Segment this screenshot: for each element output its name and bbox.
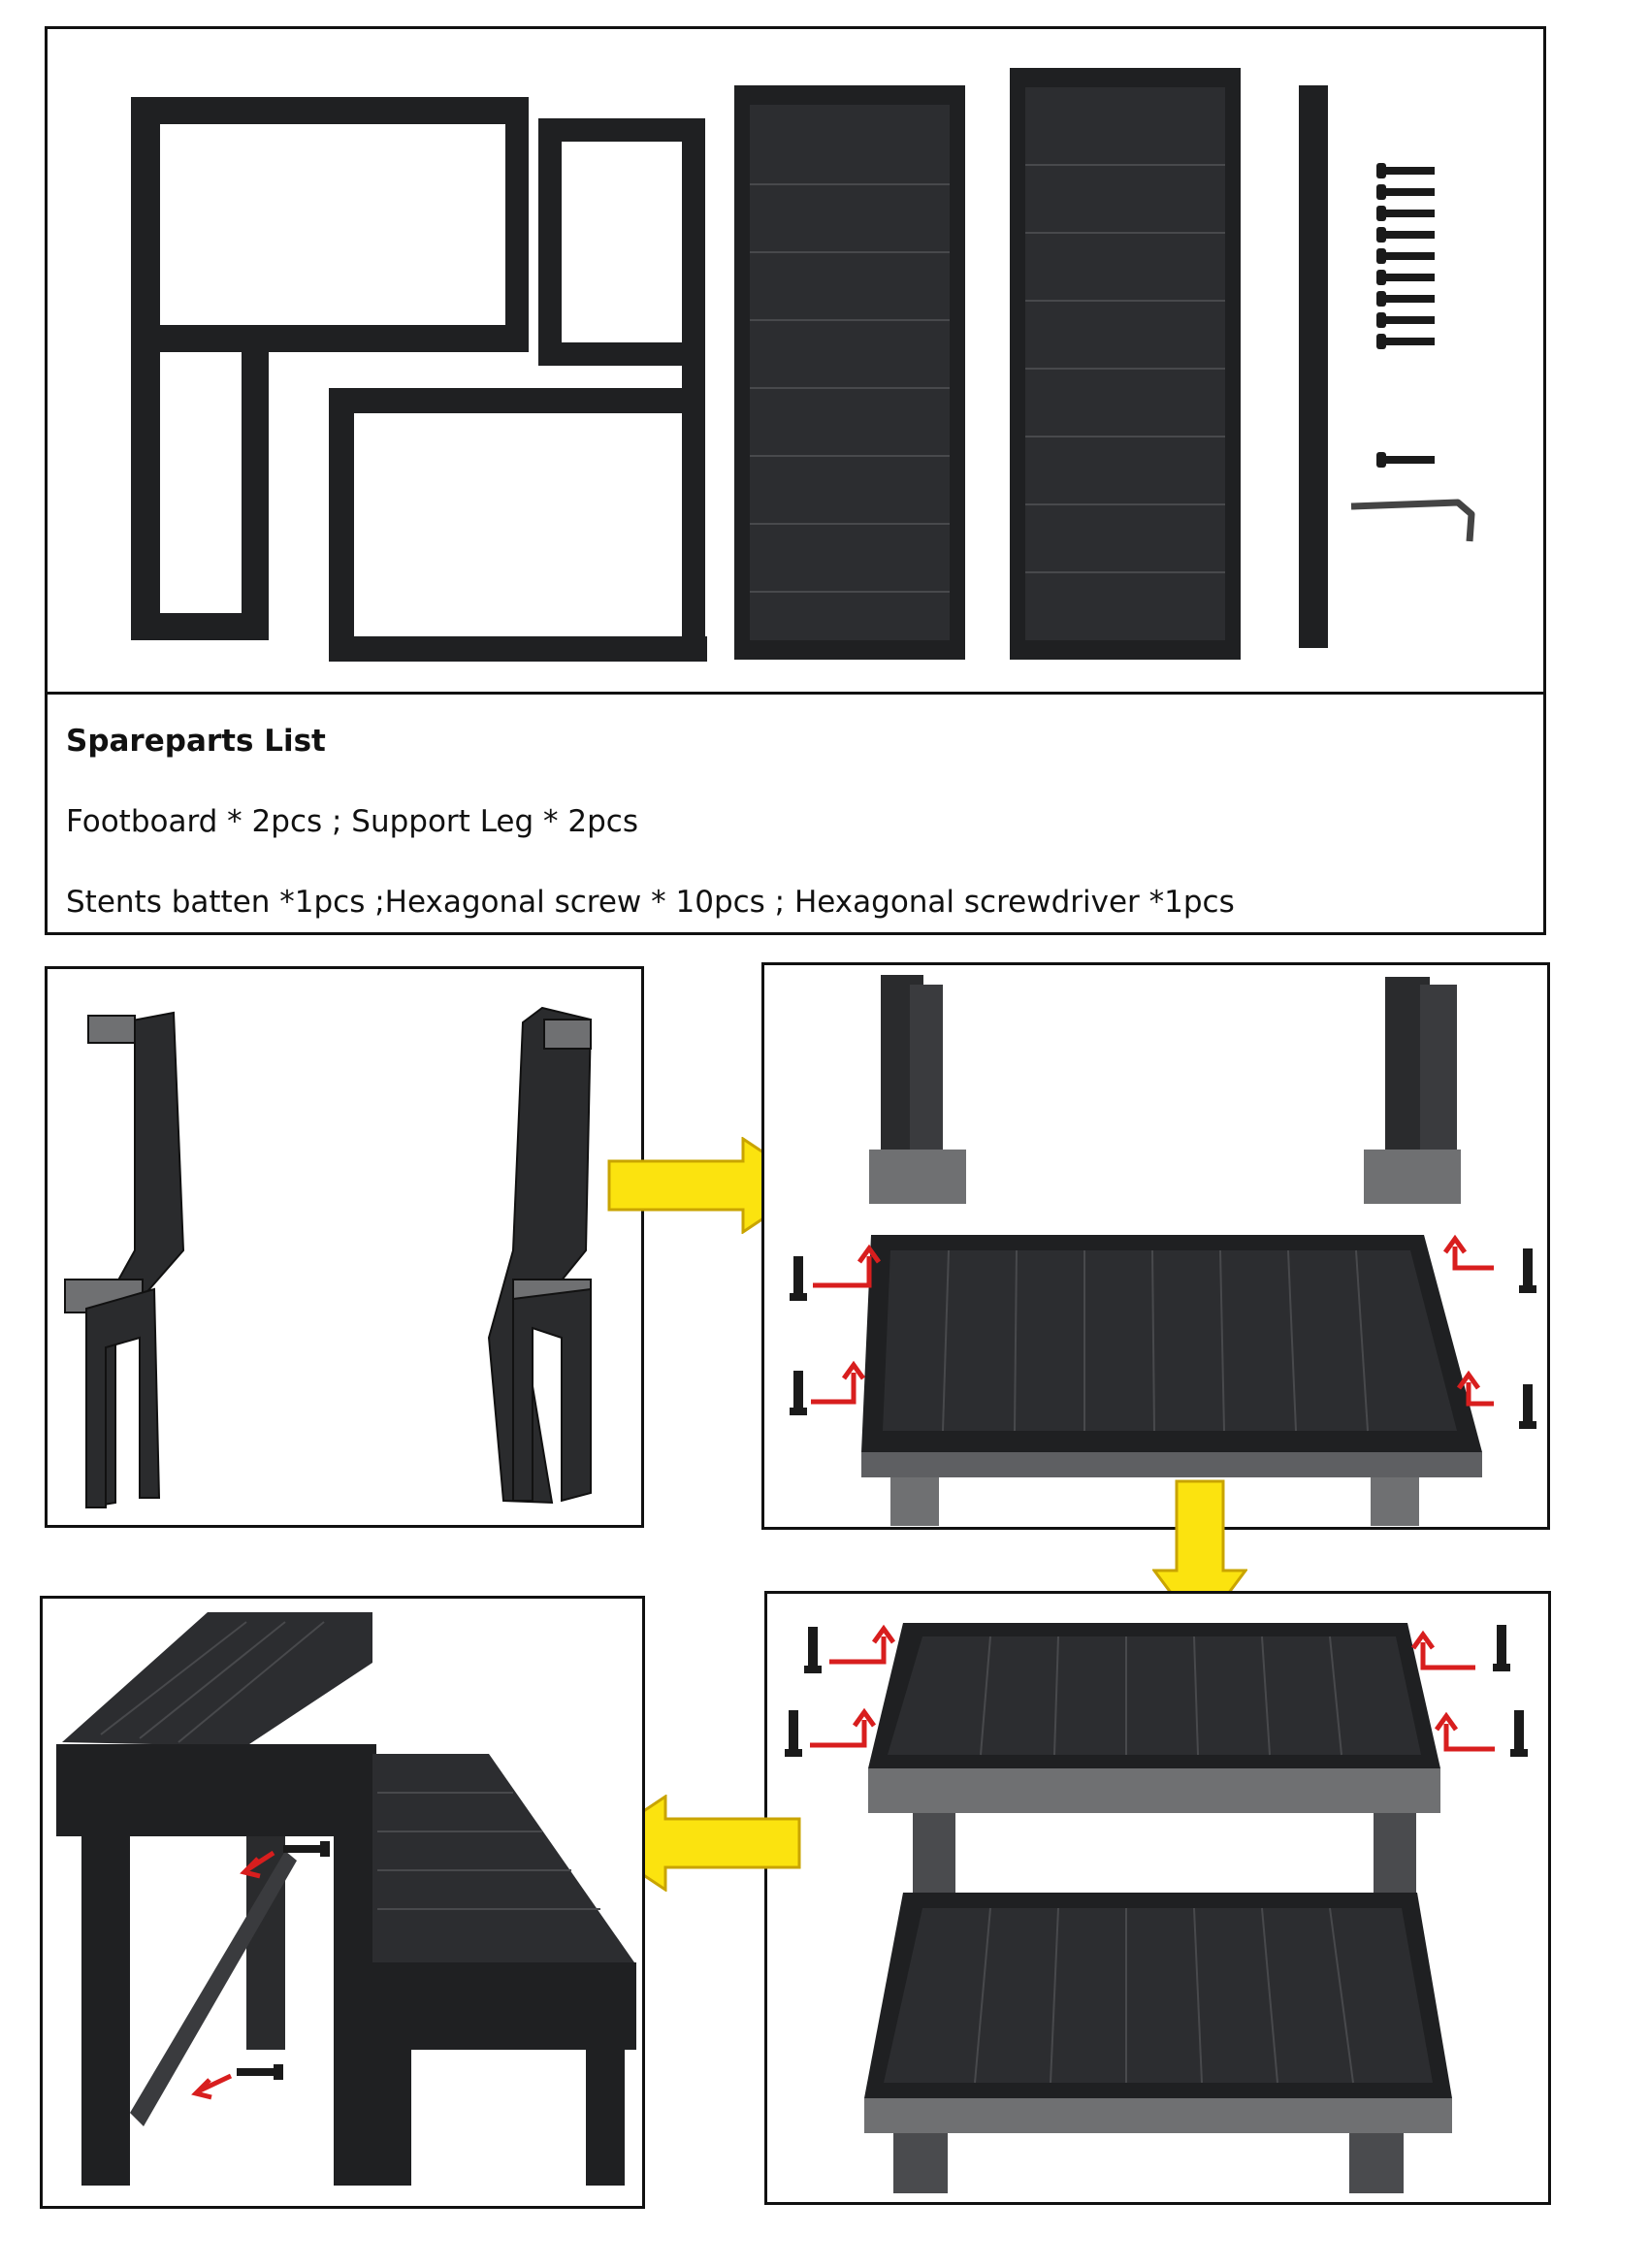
spareparts-line-1: Footboard * 2pcs ; Support Leg * 2pcs: [66, 804, 638, 839]
support-leg-left: [65, 1013, 183, 1507]
spareparts-line-2: Stents batten *1pcs ;Hexagonal screw * 10pcs ; Hexagonal screwdriver *1pcs: [66, 885, 1235, 920]
step-3-panel: [764, 1591, 1551, 2205]
support-leg-right: [489, 1008, 591, 1503]
footboard-part-1: [734, 85, 965, 660]
support-leg-part-c: [329, 388, 707, 662]
hex-key-icon: [1351, 502, 1471, 541]
lower-footboard: [864, 1893, 1452, 2193]
leg-frame-left: [869, 975, 966, 1204]
upper-footboard: [868, 1623, 1440, 1906]
parts-photo-panel: [45, 26, 1546, 695]
stents-batten-part: [1299, 85, 1328, 648]
leg-frame-right: [1364, 977, 1461, 1204]
hex-screw-icon: [1376, 163, 1435, 468]
spareparts-list-title: Spareparts List: [66, 724, 326, 759]
assembled-steps: [56, 1612, 636, 2186]
footboard-part-2: [1010, 68, 1241, 660]
step-4-panel: [40, 1596, 645, 2209]
parts-illustration: [48, 29, 1543, 692]
step-1-panel: [45, 966, 644, 1528]
step-2-panel: [761, 962, 1550, 1530]
